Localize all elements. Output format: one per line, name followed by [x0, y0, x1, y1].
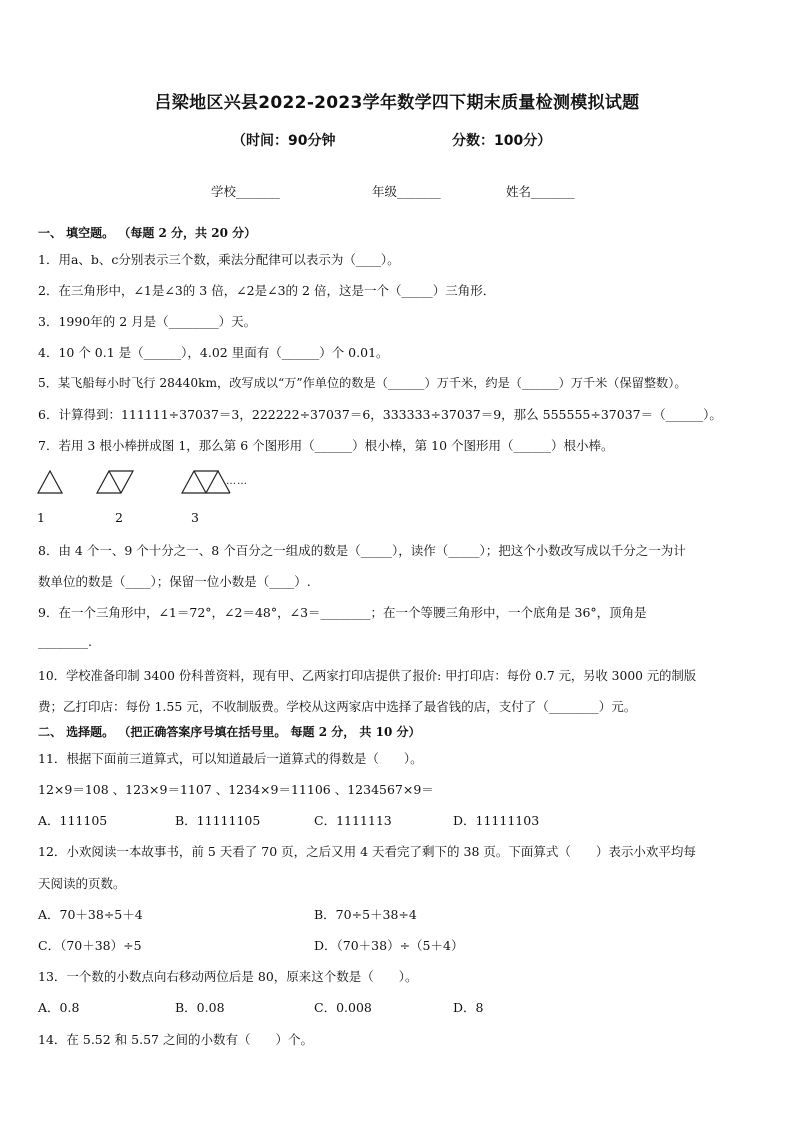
question-5: 5．某飞船每小时飞行 28440km，改写成以“万”作单位的数是（______）万千米，约是（______）万千米（保留整数）。 — [38, 376, 687, 390]
question-3: 3．1990年的 2 月是（________）天。 — [38, 314, 257, 329]
figure-label-3: 3 — [191, 510, 199, 525]
question-14: 14．在 5.52 和 5.57 之间的小数有（ ）个。 — [38, 1032, 313, 1047]
question-2: 2．在三角形中，∠1是∠3的 3 倍，∠2是∠3的 2 倍，这是一个（_____）三角形． — [38, 283, 496, 298]
q12-option-d: D．（70＋38）÷（5＋4） — [314, 938, 464, 953]
section-heading-choice: 二、 选择题。 （把正确答案序号填在括号里。 每题 2 分， 共 10 分） — [38, 725, 421, 739]
question-11-expression: 12×9＝108 、123×9＝1107 、1234×9＝11106 、1234567×9＝ — [38, 782, 434, 797]
q11-option-b: B．11111105 — [175, 813, 261, 828]
exam-score: 分数：100分） — [452, 133, 552, 149]
question-12-line-2: 天阅读的页数。 — [38, 876, 126, 891]
triangle-figure-1 — [38, 471, 62, 493]
q12-option-a: A．70＋38÷5＋4 — [38, 907, 143, 922]
section-heading-fill-in: 一、 填空题。 （每题 2 分，共 20 分） — [38, 226, 257, 240]
q11-option-d: D．11111103 — [453, 813, 540, 828]
q13-option-c: C．0.008 — [314, 1000, 372, 1015]
question-11: 11．根据下面前三道算式，可以知道最后一道算式的得数是（ ）。 — [38, 751, 423, 766]
question-8-line-1: 8．由 4 个一、9 个十分之一、8 个百分之一组成的数是（_____），读作（_____）；把这个小数改写成以千分之一为计 — [38, 543, 686, 558]
q13-option-b: B．0.08 — [175, 1000, 225, 1015]
question-13: 13．一个数的小数点向右移动两位后是 80，原来这个数是（ ）。 — [38, 969, 418, 984]
q13-option-d: D．8 — [453, 1000, 484, 1015]
figure-ellipsis: …… — [226, 476, 248, 487]
question-9-line-1: 9．在一个三角形中，∠1＝72°，∠2＝48°，∠3＝________；在一个等腰三角形中，一个底角是 36°，顶角是 — [38, 605, 647, 620]
question-7: 7．若用 3 根小棒拼成图 1，那么第 6 个图形用（______）根小棒，第 10 个图形用（______）根小棒。 — [38, 438, 614, 453]
exam-time: （时间：90分钟 — [232, 133, 336, 149]
question-8-line-2: 数单位的数是（____）；保留一位小数是（____）. — [38, 574, 311, 589]
figure-label-1: 1 — [37, 510, 45, 525]
question-1: 1．用a、b、c分别表示三个数，乘法分配律可以表示为（____）。 — [38, 252, 400, 267]
question-10-line-2: 费；乙打印店：每份 1.55 元，不收制版费。学校从这两家店中选择了最省钱的店，支付了（________）元。 — [38, 699, 637, 714]
q12-option-c: C．（70＋38）÷5 — [38, 938, 142, 953]
question-12-line-1: 12．小欢阅读一本故事书，前 5 天看了 70 页，之后又用 4 天看完了剩下的 38 页。下面算式（ ）表示小欢平均每 — [38, 844, 696, 859]
question-6: 6．计算得到：111111÷37037＝3，222222÷37037＝6，333333÷37037＝9，那么 555555÷37037＝（______）。 — [38, 407, 722, 422]
question-9-line-2: ________. — [38, 634, 92, 649]
q11-option-a: A．111105 — [38, 813, 108, 828]
school-field: 学校_______ — [211, 184, 280, 199]
q13-option-a: A．0.8 — [38, 1000, 80, 1015]
name-field: 姓名_______ — [506, 184, 575, 199]
figure-label-2: 2 — [115, 510, 123, 525]
question-10-line-1: 10．学校准备印制 3400 份科普资料，现有甲、乙两家打印店提供了报价: 甲打印店：每份 0.7 元，另收 3000 元的制版 — [38, 669, 697, 683]
q12-option-b: B．70÷5＋38÷4 — [314, 907, 417, 922]
grade-field: 年级_______ — [372, 184, 441, 199]
question-4: 4．10 个 0.1 是（______），4.02 里面有（______）个 0.01。 — [38, 345, 389, 360]
page-title: 吕梁地区兴县2022-2023学年数学四下期末质量检测模拟试题 — [154, 93, 640, 113]
q11-option-c: C．1111113 — [314, 813, 392, 828]
